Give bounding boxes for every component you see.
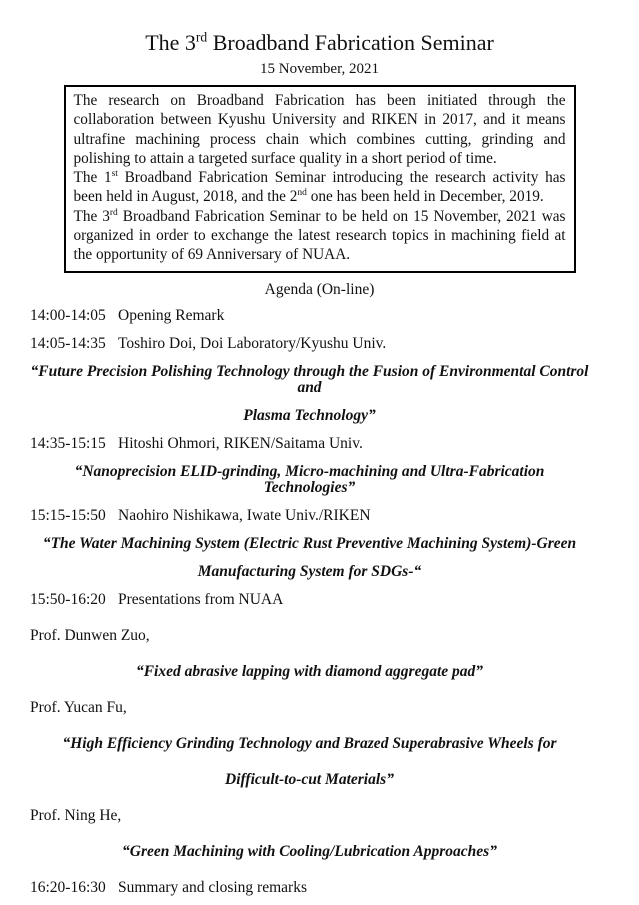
agenda-session-row xyxy=(30,336,609,352)
session-time: 14:00-14:05 xyxy=(30,306,106,324)
session-time: 15:50-16:20 xyxy=(30,590,106,608)
talk-title-line: Plasma Technology” xyxy=(243,406,376,424)
talk-title xyxy=(30,736,609,788)
talk-title-line: Manufacturing System for SDGs-“ xyxy=(197,562,422,580)
talk-title xyxy=(30,364,609,424)
session-description: Opening Remark xyxy=(118,306,225,324)
session-description: Hitoshi Ohmori, RIKEN/Saitama Univ. xyxy=(118,434,363,452)
session-description: Naohiro Nishikawa, Iwate Univ./RIKEN xyxy=(118,506,371,524)
talk-title-line: “High Efficiency Grinding Technology and Brazed Superabrasive Wheels for xyxy=(62,734,557,752)
seminar-date: 15 November, 2021 xyxy=(260,61,379,77)
speaker-name: Prof. Yucan Fu, xyxy=(30,698,127,716)
session-description: Summary and closing remarks xyxy=(118,878,307,896)
title-text-end: Broadband Fabrication Seminar xyxy=(207,30,494,55)
title-text-start: The 3 xyxy=(145,30,196,55)
ordinal-superscript: rd xyxy=(109,207,118,218)
intro-p3-end: Broadband Fabrication Seminar to be held on 15 November, 2021 was organized in order to exchange the latest research topics in machining field at the opportunity of 69 Anniversary of NUAA. xyxy=(73,207,566,264)
speaker-name: Prof. Dunwen Zuo, xyxy=(30,626,150,644)
talk-title-line: “Nanoprecision ELID-grinding, Micro-machining and Ultra-Fabrication Technologies” xyxy=(74,462,545,496)
agenda-session-row xyxy=(30,592,609,608)
talk-title xyxy=(30,536,609,580)
intro-paragraph-2 xyxy=(74,168,566,207)
intro-paragraph-1: The research on Broadband Fabrication has been initiated through the collaboration between Kyushu University and RIKEN in 2017, and it means ultrafine machining process chain which combines cutting, grinding and polishing to attain a targeted surface quality in a short period of time. xyxy=(73,92,566,167)
agenda-session-row xyxy=(30,508,609,524)
session-description: Toshiro Doi, Doi Laboratory/Kyushu Univ. xyxy=(118,334,387,352)
session-time: 16:20-16:30 xyxy=(30,878,106,896)
ordinal-superscript: nd xyxy=(297,188,307,199)
session-time: 14:35-15:15 xyxy=(30,434,106,452)
talk-title xyxy=(30,464,609,496)
intro-text-box xyxy=(64,85,576,273)
session-time: 15:15-15:50 xyxy=(30,506,106,524)
intro-p2-middle: Broadband Fabrication Seminar introducing the research activity has been held in August, 2018, and the 2 xyxy=(73,169,566,206)
title-ordinal-superscript: rd xyxy=(195,29,208,45)
talk-title-line: “Green Machining with Cooling/Lubrication Approaches” xyxy=(122,842,497,860)
ordinal-superscript: st xyxy=(111,169,118,180)
talk-title-line: Difficult-to-cut Materials” xyxy=(225,770,394,788)
talk-title-line: “Fixed abrasive lapping with diamond aggregate pad” xyxy=(135,662,484,680)
intro-paragraph-3 xyxy=(74,207,566,265)
session-description: Presentations from NUAA xyxy=(118,590,284,608)
intro-p2-end: one has been held in December, 2019. xyxy=(306,188,544,206)
intro-p2-start: The 1 xyxy=(73,169,112,187)
agenda-heading: Agenda (On-line) xyxy=(264,280,375,298)
talk-title xyxy=(30,844,609,860)
agenda-session-row xyxy=(30,308,609,324)
intro-p3-start: The 3 xyxy=(73,207,110,225)
agenda-list xyxy=(30,308,609,896)
speaker-name: Prof. Ning He, xyxy=(30,806,122,824)
agenda-session-row xyxy=(30,880,609,896)
agenda-session-row xyxy=(30,436,609,452)
talk-title xyxy=(30,664,609,680)
talk-title-line: “Future Precision Polishing Technology through the Fusion of Environmental Control and xyxy=(30,362,589,396)
session-time: 14:05-14:35 xyxy=(30,334,106,352)
page-title xyxy=(0,30,639,56)
talk-title-line: “The Water Machining System (Electric Rust Preventive Machining System)-Green xyxy=(42,534,577,552)
